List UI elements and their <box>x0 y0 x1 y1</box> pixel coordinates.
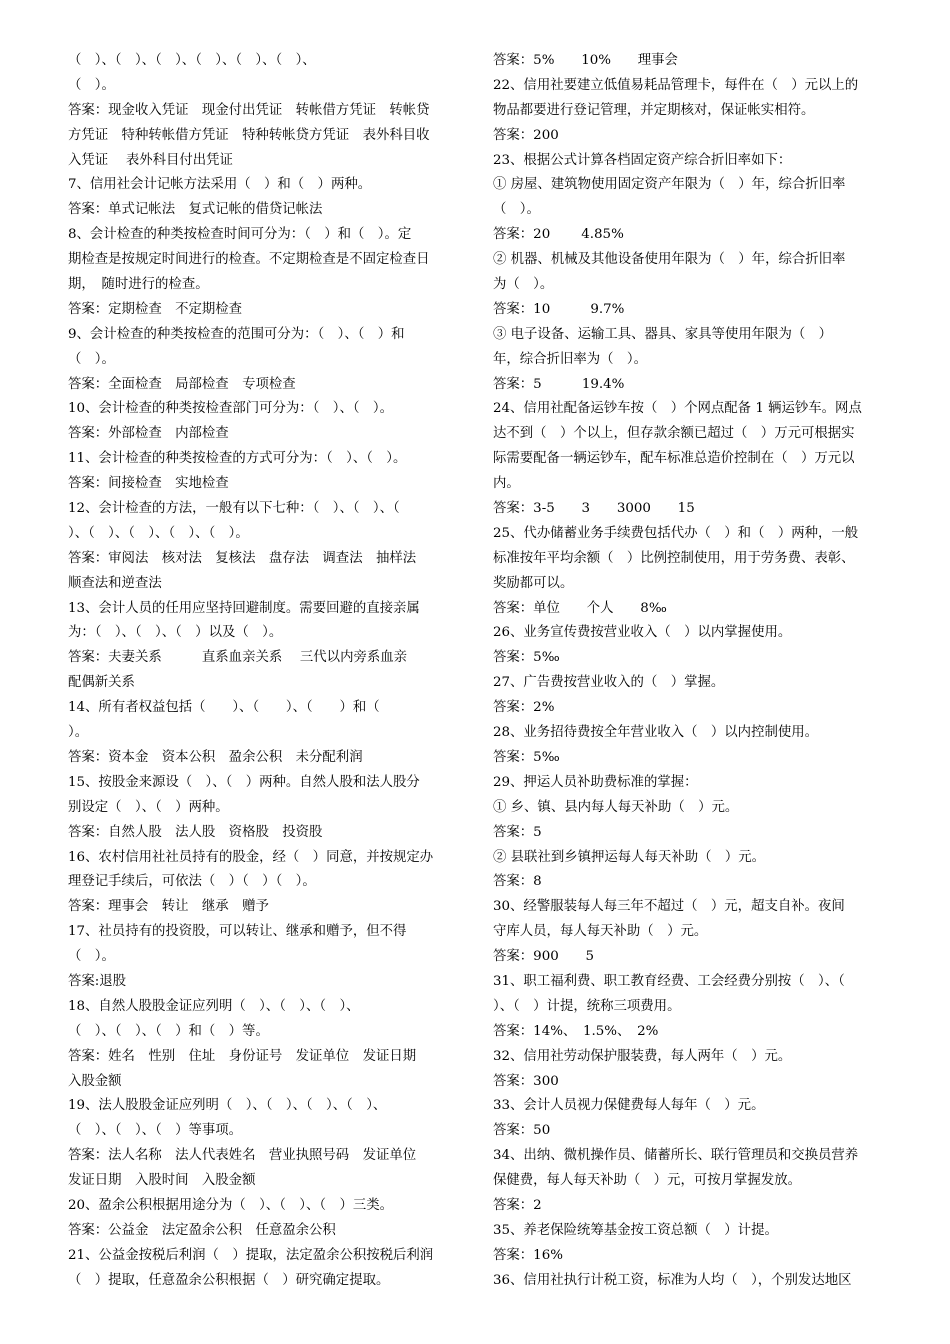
text-line: 答案：外部检查 内部检查 <box>68 426 229 442</box>
text-line: 答案：8 <box>493 874 542 890</box>
text-line: 答案：姓名 性别 住址 身份证号 发证单位 发证日期 <box>68 1048 417 1064</box>
text-line: ① 房屋、建筑物使用固定资产年限为（ ）年，综合折旧率 <box>493 177 846 193</box>
text-line: 答案：2 <box>493 1197 542 1213</box>
text-line: 29、押运人员补助费标准的掌握： <box>493 774 698 790</box>
text-line: 期检查是按规定时间进行的检查。不定期检查是不固定检查日 <box>68 252 430 268</box>
text-line: 答案：14%、 1.5%、 2% <box>493 1023 659 1039</box>
text-line: （ ）、（ ）、（ ）、（ ）、（ ）、（ ）、 <box>68 53 316 68</box>
text-line: 23、根据公式计算各档固定资产综合折旧率如下： <box>493 152 792 168</box>
text-line: 21、公益金按税后利润（ ）提取，法定盈余公积按税后利润 <box>68 1247 434 1263</box>
text-line: ② 机器、机械及其他设备使用年限为（ ）年，综合折旧率 <box>493 252 846 268</box>
text-line: 答案：公益金 法定盈余公积 任意盈余公积 <box>68 1222 336 1238</box>
text-line: 14、所有者权益包括（ ）、（ ）、（ ）和（ <box>68 700 380 716</box>
text-line: ）。 <box>68 725 89 741</box>
text-line: 27、广告费按营业收入的（ ）掌握。 <box>493 675 725 691</box>
text-line: 11、会计检查的种类按检查的方式可分为：（ ）、（ ）。 <box>68 451 407 467</box>
text-line: 答案：20 4.85% <box>493 227 624 243</box>
text-line: 9、会计检查的种类按检查的范围可分为：（ ）、（ ）和 <box>68 326 405 342</box>
text-line: 15、按股金来源设（ ）、（ ）两种。自然人股和法人股分 <box>68 774 420 790</box>
text-line: 13、会计人员的任用应坚持回避制度。需要回避的直接亲属 <box>68 600 420 616</box>
text-line: 顺查法和逆查法 <box>68 575 162 591</box>
text-line: 答案：200 <box>493 127 559 143</box>
text-line: （ ）。 <box>493 202 540 218</box>
text-line: 入凭证 表外科目付出凭证 <box>68 152 233 168</box>
text-line: 答案：900 5 <box>493 949 595 965</box>
text-line: 内。 <box>493 476 520 492</box>
text-line: 31、职工福利费、职工教育经费、工会经费分别按（ ）、（ <box>493 973 845 989</box>
text-line: 34、出纳、微机操作员、储蓄所长、联行管理员和交换员营养 <box>493 1148 859 1164</box>
text-line: 入股金额 <box>68 1073 122 1089</box>
text-line: （ ）。 <box>68 351 115 367</box>
text-line: （ ）。 <box>68 949 115 965</box>
text-line: 答案：现金收入凭证 现金付出凭证 转帐借方凭证 转帐贷 <box>68 102 430 118</box>
text-line: 16、农村信用社社员持有的股金，经（ ）同意，并按规定办 <box>68 849 434 865</box>
text-line: 答案：自然人股 法人股 资格股 投资股 <box>68 824 323 840</box>
text-line: 物品都要进行登记管理，并定期核对，保证帐实相符。 <box>493 102 815 118</box>
text-line: ）、（ ）计提，统称三项费用。 <box>493 998 681 1014</box>
text-line: 答案：间接检查 实地检查 <box>68 476 229 492</box>
text-line: 答案：理事会 转让 继承 赠予 <box>68 899 269 915</box>
text-line: 36、信用社执行计税工资，标准为人均（ ），个别发达地区 <box>493 1272 852 1288</box>
text-line: 20、盈余公积根据用途分为（ ）、（ ）、（ ）三类。 <box>68 1197 394 1213</box>
text-line: 配偶新关系 <box>68 675 135 691</box>
text-line: ③ 电子设备、运输工具、器具、家具等使用年限为（ ） <box>493 326 833 342</box>
text-line: 保健费，每人每天补助（ ）元，可按月掌握发放。 <box>493 1173 801 1189</box>
text-line: 24、信用社配备运钞车按（ ）个网点配备 1 辆运钞车。网点 <box>493 401 862 417</box>
text-line: 答案：5% 10% 理事会 <box>493 53 678 68</box>
text-line: ① 乡、镇、县内每人每天补助（ ）元。 <box>493 799 739 815</box>
text-line: 发证日期 入股时间 入股金额 <box>68 1173 256 1189</box>
left-column <box>68 49 460 1294</box>
text-line: 答案：定期检查 不定期检查 <box>68 301 243 317</box>
text-line: 答案：全面检查 局部检查 专项检查 <box>68 376 296 392</box>
text-line: 答案：3-5 3 3000 15 <box>493 501 695 517</box>
text-line: 18、自然人股股金证应列明（ ）、（ ）、（ ）、 <box>68 998 360 1014</box>
text-line: 答案：5 <box>493 824 542 840</box>
text-line: 7、信用社会计记帐方法采用（ ）和（ ）两种。 <box>68 177 372 193</box>
text-line: 答案：审阅法 核对法 复核法 盘存法 调查法 抽样法 <box>68 550 417 566</box>
text-line: 理登记手续后，可依法（ ）（ ）（ ）。 <box>68 874 316 890</box>
text-line: （ ）、（ ）、（ ）和（ ）等。 <box>68 1023 269 1039</box>
text-line: 标准按年平均余额（ ）比例控制使用，用于劳务费、表彰、 <box>493 550 855 566</box>
text-line: 25、代办储蓄业务手续费包括代办（ ）和（ ）两种，一般 <box>493 525 859 541</box>
text-line: 答案:退股 <box>68 973 127 989</box>
text-line: ）、（ ）、（ ）、（ ）、（ ）。 <box>68 525 249 541</box>
text-line: 答案：5‰ <box>493 650 560 666</box>
text-line: ② 县联社到乡镇押运每人每天补助（ ）元。 <box>493 849 766 865</box>
text-line: 32、信用社劳动保护服装费，每人两年（ ）元。 <box>493 1048 792 1064</box>
text-line: 12、会计检查的方法，一般有以下七种：（ ）、（ ）、（ <box>68 501 400 517</box>
text-line: 22、信用社要建立低值易耗品管理卡，每件在（ ）元以上的 <box>493 77 859 93</box>
text-line: （ ）提取，任意盈余公积根据（ ）研究确定提取。 <box>68 1272 390 1288</box>
text-line: 年，综合折旧率为（ ）。 <box>493 351 647 367</box>
text-line: 期， 随时进行的检查。 <box>68 277 209 293</box>
text-line: 际需要配备一辆运钞车，配车标准总造价控制在（ ）万元以 <box>493 451 855 467</box>
text-line: （ ）、（ ）、（ ）等事项。 <box>68 1123 243 1139</box>
text-line: 答案：5 19.4% <box>493 376 625 392</box>
text-line: 17、社员持有的投资股，可以转让、继承和赠予，但不得 <box>68 924 407 940</box>
text-line: 30、经警服装每人每三年不超过（ ）元，超支自补。夜间 <box>493 899 845 915</box>
text-line: 28、业务招待费按全年营业收入（ ）以内控制使用。 <box>493 725 819 741</box>
text-line: 答案：2% <box>493 700 555 716</box>
text-line: 8、会计检查的种类按检查时间可分为：（ ）和（ ）。定 <box>68 227 412 243</box>
text-line: 答案：300 <box>493 1073 559 1089</box>
text-line: 方凭证 特种转帐借方凭证 特种转帐贷方凭证 表外科目收 <box>68 127 430 143</box>
text-line: 守库人员，每人每天补助（ ）元。 <box>493 924 708 940</box>
text-line: （ ）。 <box>68 77 115 93</box>
text-line: 答案：资本金 资本公积 盈余公积 未分配利润 <box>68 749 363 765</box>
text-line: 26、业务宣传费按营业收入（ ）以内掌握使用。 <box>493 625 792 641</box>
text-line: 答案：单式记帐法 复式记帐的借贷记帐法 <box>68 202 323 218</box>
text-line: 答案：16% <box>493 1247 563 1263</box>
text-line: 奖励都可以。 <box>493 575 574 591</box>
text-line: 33、会计人员视力保健费每人每年（ ）元。 <box>493 1098 765 1114</box>
text-line: 10、会计检查的种类按检查部门可分为：（ ）、（ ）。 <box>68 401 394 417</box>
text-line: 答案：50 <box>493 1123 551 1139</box>
text-line: 答案：10 9.7% <box>493 301 625 317</box>
text-line: 答案：5‰ <box>493 749 560 765</box>
text-line: 别设定（ ）、（ ）两种。 <box>68 799 229 815</box>
text-line: 为（ ）。 <box>493 277 554 293</box>
text-line: 答案：单位 个人 8‰ <box>493 600 667 616</box>
text-line: 答案：法人名称 法人代表姓名 营业执照号码 发证单位 <box>68 1148 417 1164</box>
text-line: 为：（ ）、（ ）、（ ）以及（ ）。 <box>68 625 283 641</box>
text-line: 35、养老保险统筹基金按工资总额（ ）计提。 <box>493 1222 778 1238</box>
text-line: 达不到（ ）个以上，但存款余额已超过（ ）万元可根据实 <box>493 426 855 442</box>
right-column <box>493 49 885 1294</box>
text-line: 答案：夫妻关系 直系血亲关系 三代以内旁系血亲 <box>68 650 408 666</box>
text-line: 19、法人股股金证应列明（ ）、（ ）、（ ）、（ ）、 <box>68 1098 387 1114</box>
